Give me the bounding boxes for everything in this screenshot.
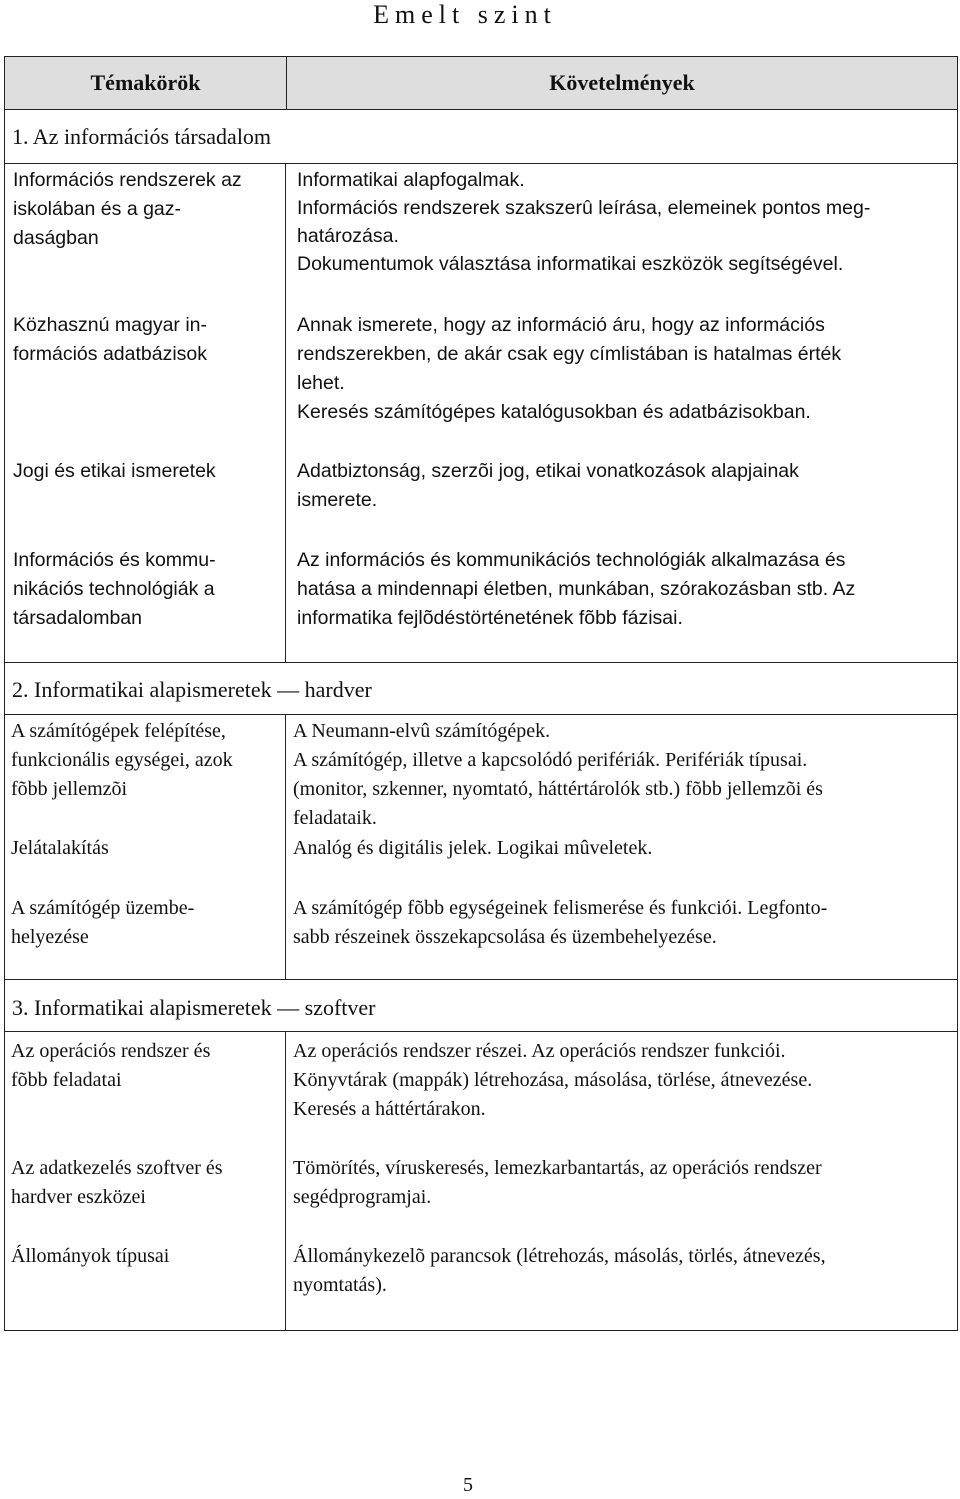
requirement-cell: A Neumann-elvû számítógépek. A számítógép, illetve a kapcsolódó perifériák. Perifériák típusai. (monitor, szkenner, nyomtató, háttértárolók stb.) fõbb jellemzõi és feladataik. [293,720,823,829]
topic-cell: Információs és kommu- nikációs technológiák a társadalomban [13,549,216,629]
requirement-cell: Annak ismerete, hogy az információ áru, hogy az információs rendszerekben, de akár csak egy címlistában is hatalmas érték lehet. Keresés számítógépes katalógusokban és adatbázisokban. [297,314,842,423]
section-title: 3. Informatikai alapismeretek — szoftver [12,995,376,1020]
requirement-cell: Tömörítés, víruskeresés, lemezkarbantartás, az operációs rendszer segédprogramjai. [293,1157,822,1208]
requirement-cell: Az operációs rendszer részei. Az operációs rendszer funkciói. Könyvtárak (mappák) létrehozása, másolása, törlése, átnevezése. Keresés a háttértárakon. [293,1040,813,1120]
section-title: 1. Az információs társadalom [12,124,272,149]
topic-cell: Jogi és etikai ismeretek [13,460,216,482]
header-requirements: Követelmények [549,70,695,95]
topic-cell: Közhasznú magyar in- formációs adatbázisok [13,314,208,365]
page-title: Emelt szint [373,0,557,29]
requirement-cell: A számítógép fõbb egységeinek felismerése és funkciói. Legfonto- sabb részeinek összekapcsolása és üzembehelyezése. [293,897,828,948]
topic-cell: Az adatkezelés szoftver és hardver eszközei [11,1157,223,1208]
section-title: 2. Informatikai alapismeretek — hardver [12,677,372,702]
requirement-cell: Állománykezelõ parancsok (létrehozás, másolás, törlés, átnevezés, nyomtatás). [293,1245,826,1296]
topic-cell: Információs rendszerek az iskolában és a gaz- daságban [13,169,242,249]
topic-cell: A számítógép üzembe- helyezése [11,897,195,948]
requirement-cell: Az információs és kommunikációs technológiák alkalmazása és hatása a mindennapi életben, munkában, szórakozásban stb. Az informatika fejlõdéstörténetének fõbb fázisai. [297,549,856,629]
topic-cell: Jelátalakítás [11,837,109,859]
table-header [4,56,958,110]
requirement-cell: Informatikai alapfogalmak. Információs rendszerek szakszerû leírása, elemeinek pontos meg- határozása. Dokumentumok választása informatikai eszközök segítségével. [297,169,871,275]
topic-cell: Az operációs rendszer és fõbb feladatai [11,1040,211,1091]
topic-cell: A számítógépek felépítése, funkcionális egységei, azok fõbb jellemzõi [11,720,233,800]
requirement-cell: Analóg és digitális jelek. Logikai mûveletek. [293,837,653,859]
page-number: 5 [463,1474,473,1496]
topic-cell: Állományok típusai [11,1245,170,1267]
requirement-cell: Adatbiztonság, szerzõi jog, etikai vonatkozások alapjainak ismerete. [297,460,799,511]
header-topics: Témakörök [5,57,287,109]
